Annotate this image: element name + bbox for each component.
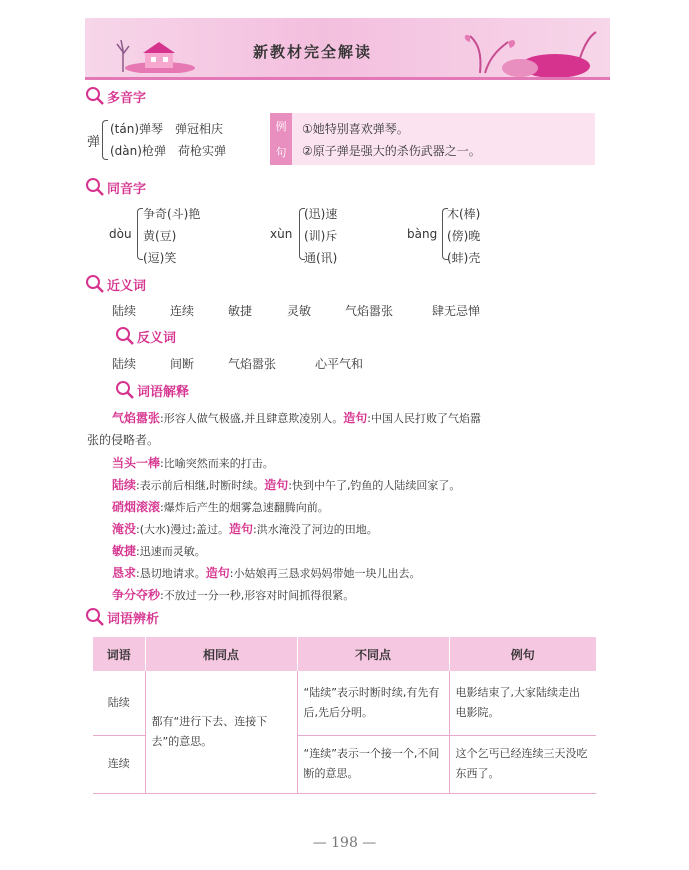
magnifier-icon [85,177,105,197]
example-label-1: 例 [275,120,287,133]
section-title: 近义词 [107,278,147,294]
example-label [270,113,292,165]
table-header-row [93,637,596,671]
explanation-term: 恳求 [112,566,137,580]
table-cell-example: 这个乞丐已经连续三天没吃东西了。 [449,735,596,793]
explanation-term: 陆续 [112,478,137,492]
section-polyphone [85,86,146,106]
antonym-item: 陆续 [112,357,137,371]
explanation-continuation: 张的侵略者。 [87,433,160,447]
make-sentence-label: 造句 [205,566,230,580]
antonym-item: 气焰嚣张 [228,357,277,371]
explanation-def: :表示前后相继,时断时续。 [136,479,265,492]
homophone-pinyin-2: xùn [270,227,293,241]
section-explain [115,380,189,400]
explanation-def: :形容人做气极盛,并且肆意欺凌别人。 [160,412,344,425]
make-sentence-label: 造句 [343,411,368,425]
homophone-pinyin-3: bàng [407,227,438,241]
section-synonym [85,274,146,294]
make-sentence-label: 造句 [264,478,289,492]
table-cell-word: 连续 [93,735,145,793]
antonym-item: 心平气和 [315,357,364,371]
explanation-def: :迅速而灵敏。 [136,545,206,558]
explanation-row [112,454,274,471]
polyphone-line-2: (dàn)枪弹 荷枪实弹 [110,144,226,158]
explanation-term: 敏捷 [112,544,137,558]
explanation-row [112,542,206,559]
make-sentence: :快到中午了,钓鱼的人陆续回家了。 [288,479,461,492]
section-title: 词语辨析 [107,611,160,627]
synonym-item: 陆续 [112,304,137,318]
explanation-term: 硝烟滚滚 [112,500,161,514]
polyphone-line-1: (tán)弹琴 弹冠相庆 [110,122,224,136]
homophone-item: (傍)晚 [447,229,481,243]
explanation-row [112,498,329,515]
explanation-def: :恳切地请求。 [136,567,206,580]
magnifier-icon [85,607,105,627]
comparison-table [93,637,596,794]
section-title: 多音字 [107,90,147,106]
section-title: 词语解释 [137,384,190,400]
make-sentence: :洪水淹没了河边的田地。 [253,523,378,536]
make-sentence: :小姑娘再三恳求妈妈带她一块儿出去。 [229,567,421,580]
homophone-item: 黄(豆) [143,229,177,243]
table-cell-word: 陆续 [93,671,145,735]
homophone-pinyin-1: dòu [109,227,132,241]
explanation-term: 当头一棒 [112,456,161,470]
homophone-item: (训)斥 [304,229,338,243]
table-header: 相同点 [145,637,297,671]
magnifier-icon [115,326,135,346]
table-header: 不同点 [297,637,449,671]
explanation-row [112,520,378,537]
polyphone-char: 弹 [87,135,101,150]
synonym-item: 灵敏 [287,304,312,318]
example-label-2: 句 [275,146,287,159]
explanation-def: :爆炸后产生的烟雾急速翻腾向前。 [160,501,329,514]
section-homophone [85,177,146,197]
section-title: 反义词 [137,330,177,346]
homophone-item: (逗)笑 [143,251,177,265]
page-number: — 198 — [312,835,377,851]
page-header [85,18,610,80]
homophone-item: 争奇(斗)艳 [143,207,201,221]
explanation-row [112,476,460,493]
example-sentence-2: ②原子弹是强大的杀伤武器之一。 [302,144,481,158]
magnifier-icon [85,274,105,294]
homophone-item: (蚌)壳 [447,251,481,265]
antonym-item: 间断 [170,357,195,371]
explanation-row [112,409,481,426]
homophone-item: (迅)速 [304,207,338,221]
synonym-item: 连续 [170,304,195,318]
synonym-item: 肆无忌惮 [432,304,481,318]
explanation-row [112,586,354,603]
make-sentence: :中国人民打败了气焰嚣 [367,412,481,425]
table-header: 词语 [93,637,145,671]
explanation-def: :不放过一分一秒,形容对时间抓得很紧。 [160,589,355,602]
explanation-term: 淹没 [112,522,137,536]
make-sentence-label: 造句 [229,522,254,536]
table-row [93,671,596,735]
magnifier-icon [85,86,105,106]
explanation-row [112,564,420,581]
brace [102,120,108,160]
header-title: 新教材完全解读 [253,43,373,61]
plant-decoration [460,28,600,78]
house-tree-decoration [115,38,195,73]
table-cell-example: 电影结束了,大家陆续走出电影院。 [449,671,596,735]
synonym-item: 敏捷 [228,304,253,318]
table-cell-diff: “陆续”表示时断时续,有先有后,先后分明。 [297,671,449,735]
explanation-term: 气焰嚣张 [112,411,161,425]
section-analysis [85,607,159,627]
explanation-def: :比喻突然而来的打击。 [160,457,274,470]
table-cell-diff: “连续”表示一个接一个,不间断的意思。 [297,735,449,793]
example-sentence-1: ①她特别喜欢弹琴。 [302,122,409,136]
section-antonym [115,326,176,346]
section-title: 同音字 [107,181,147,197]
explanation-term: 争分夺秒 [112,588,161,602]
homophone-item: 通(讯) [304,251,338,265]
table-cell-common: 都有“进行下去、连接下去”的意思。 [145,671,297,793]
magnifier-icon [115,380,135,400]
table-header: 例句 [449,637,596,671]
explanation-def: :(大水)漫过;盖过。 [136,523,230,536]
homophone-item: 木(棒) [447,207,481,221]
synonym-item: 气焰嚣张 [345,304,394,318]
